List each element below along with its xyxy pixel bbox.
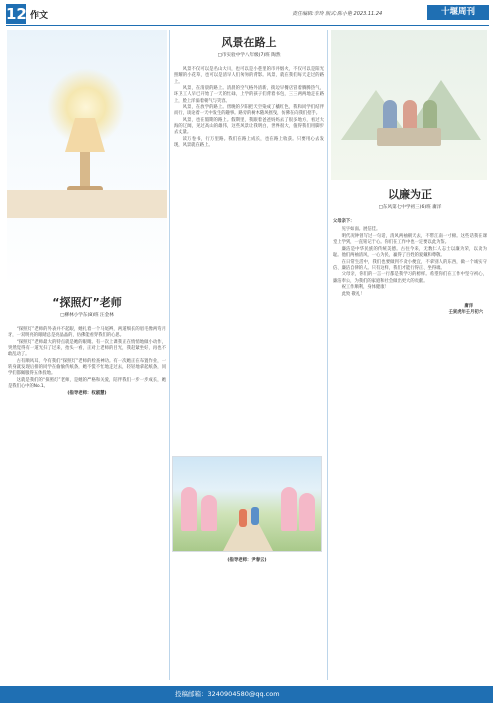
middle-article [174,30,324,150]
blossom-tree [201,495,217,531]
paragraph: 风景，在清晨的路上。清晨的空气格外清新，街边早餐店冒着腾腾热气，环卫工人早已开始了一天的忙碌，上学的孩子们背着书包，三三两两地走在路上，脸上洋溢着朝气与笑容。 [174,86,324,104]
right-article [333,186,487,316]
letter-sign-name: 庸洋 [464,303,473,309]
page-number: 12 [6,5,27,23]
paragraph: 风景不仅可以是名山大川，也可以是小巷里的市井烟火，不仅可以是阳光照耀的小花草，也可以是清早人们匆匆的背影。风景，就在我们每天走过的路上。 [174,67,324,85]
left-article-byline: □柳林小学东(8)班 汪金林 [60,313,114,318]
letter-sign-date: 壬寅虎年壬月初六 [448,310,483,316]
page-header [0,0,493,26]
column-divider [327,30,328,680]
paragraph: 祝工作顺利，身体健康！ [341,285,389,291]
blossom-tree [299,493,315,531]
walking-child [251,507,259,525]
left-article-signature: (指导老师：权淑慧) [67,391,107,397]
paragraph: “探照灯”老师的外表并不起眼，她扎着一个马尾辫，两道细长的眉毛像两弯月牙，一双明亮的眼睛总是亮晶晶的，仿佛能看穿我们的心思。 [8,327,166,339]
paragraph: 风景，在放学的路上。傍晚的夕阳把天空染成了橘红色，我和同学们结伴而行，谈论着一天中发生的趣事。路旁的树木随风摇曳，仿佛在向我们招手。 [174,105,324,117]
paragraph: 这就是我们的“探照灯”老师，是她的严格和关爱，陪伴我们一步一步成长，她是我们心中的No.1。 [8,378,166,390]
paragraph: 古有顺风耳，今有我们“探照灯”老师的检查神功。有一次她正在布置作业，一转身就发现后排的同学在偷偷传纸条，她不慌不忙地走过去，轻轻地拿起纸条，同学们都佩服得五体投地。 [8,359,166,377]
middle-article-signature: (指导老师：尹春云) [227,558,267,563]
header-rule [6,25,489,26]
desk-lamp-illustration [7,30,167,288]
publication-badge: 十堰周刊 [427,5,489,20]
submission-email: 投稿邮箱：3240904580@qq.com [175,690,280,698]
letter-closing: 此致 敬礼！ [341,291,365,297]
footer-bar [0,686,493,703]
walking-child [239,509,247,527]
column-divider [169,30,170,680]
left-article [8,294,166,398]
paragraph: “探照灯”老师最大的特点就是她的眼睛。有一次上课我正在悄悄地做小动作，突然觉得有一道光扫了过来，抬头一看，正对上老师的目光，我赶紧坐好，再也不敢乱动了。 [8,340,166,358]
section-title: 作文 [30,11,49,21]
road [223,509,273,551]
middle-article-title: 风景在路上 [221,36,277,49]
blossom-tree [181,487,197,531]
bench [377,128,441,146]
middle-article-byline: □市实验中学八年级(7)班 陶然 [217,53,281,58]
paragraph: 读万卷书，行万里路。我们在路上成长，也在路上收获。只要用心去发现，风景就在路上。 [174,137,324,149]
road-scenery-illustration [172,456,322,552]
right-article-title: 以廉为正 [388,188,432,201]
paragraph: 父母亲，你们的一言一行都是我学习的榜样。希望你们在工作中坚守初心，廉洁奉公，为我们的家庭和社会做出更大的贡献。 [333,272,487,284]
paragraph: 明代况钟曾写过一句话，清风两袖朝天去，不带江南一寸棉。这些话我在课堂上学到，一直铭记于心。你们在工作中也一定要以此为鉴。 [333,234,487,246]
paragraph: 风景，也在假期的路上。假期里，我跟着爸爸妈妈去了很多地方，看过大海的辽阔，见过高山的雄伟，这些风景让我明白，世界很大，值得我们用脚步去丈量。 [174,118,324,136]
paragraph: 廉洁是中华民族的传统美德。古往今来，无数仁人志士以廉为荣，以贪为耻。他们两袖清风，一心为民，赢得了百姓的爱戴和尊敬。 [333,246,487,258]
blossom-tree [281,487,297,531]
paragraph: 在日常生活中，我们也要做到不贪小便宜，不拿别人的东西，做一个诚实守信、廉洁自律的人。只有这样，我们才能行得正、坐得端。 [333,259,487,271]
family-scene-illustration [331,30,487,180]
editor-meta: 责任编辑:李玲 版式:陈小艳 2023.11.24 [292,11,383,17]
desk-surface [7,190,167,218]
letter-salutation: 父母亲下： [333,219,355,225]
paragraph: 见字如面。展信佳。 [341,227,381,233]
right-article-byline: □东风第七中学初三(6)班 庸洋 [378,205,442,210]
left-article-title: “探照灯”老师 [52,296,122,309]
lamp-stand [80,152,90,188]
